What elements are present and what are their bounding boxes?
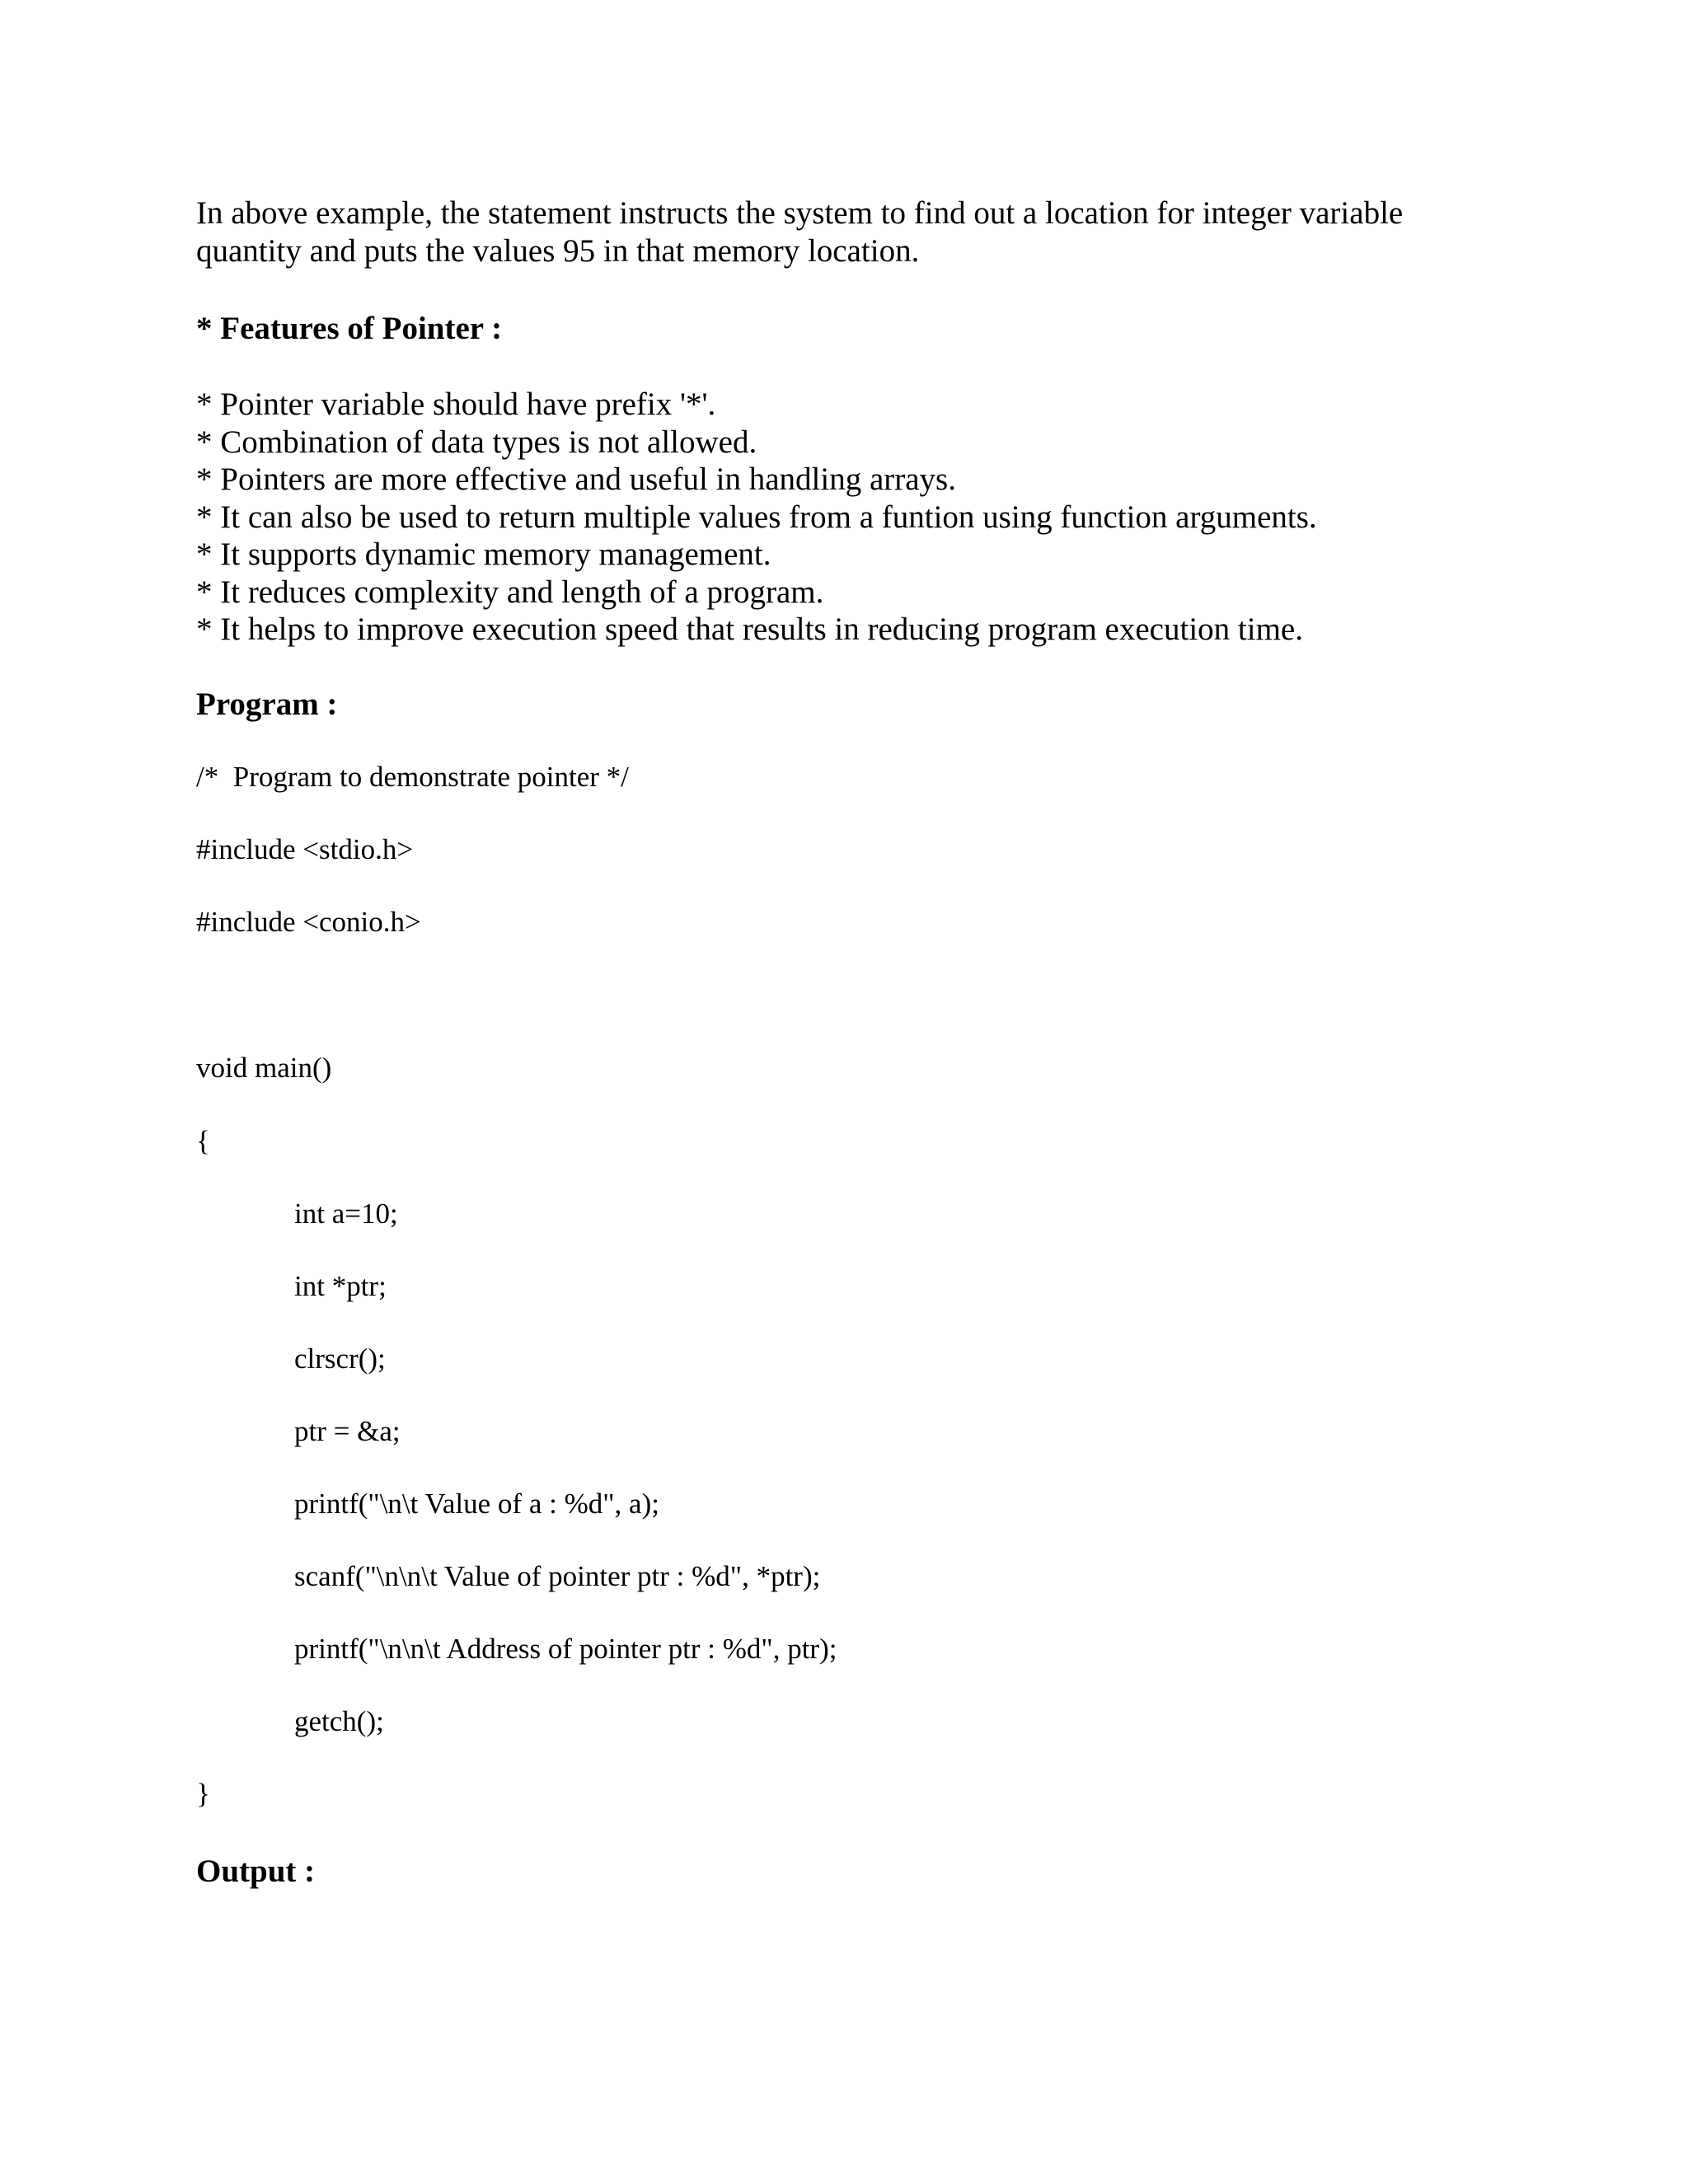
code-statement-line: printf("\n\t Value of a : %d", a);	[294, 1488, 659, 1520]
code-include-line: #include <stdio.h>	[196, 833, 414, 865]
features-heading: * Features of Pointer :	[196, 311, 503, 346]
feature-item: * Pointers are more effective and useful in handling arrays.	[196, 462, 956, 497]
code-main-signature: void main()	[196, 1052, 332, 1084]
code-statement-line: clrscr();	[294, 1343, 386, 1375]
program-heading: Program :	[196, 687, 338, 722]
code-close-brace: }	[196, 1778, 210, 1810]
code-statement-line: printf("\n\n\t Address of pointer ptr : %d", ptr);	[294, 1633, 837, 1665]
feature-item: * Combination of data types is not allowed.	[196, 424, 757, 460]
feature-item: * It reduces complexity and length of a program.	[196, 574, 824, 610]
code-statement-line: getch();	[294, 1705, 384, 1737]
code-comment-line: /* Program to demonstrate pointer */	[196, 761, 629, 793]
code-statement-line: int *ptr;	[294, 1270, 387, 1302]
intro-line-1: In above example, the statement instructs the system to find out a location for integer variable	[196, 195, 1404, 231]
features-list	[196, 386, 1317, 649]
code-include-line: #include <conio.h>	[196, 906, 421, 938]
feature-item: * It can also be used to return multiple values from a funtion using function arguments.	[196, 499, 1317, 535]
code-open-brace: {	[196, 1125, 210, 1157]
feature-item: * It supports dynamic memory management.	[196, 537, 771, 572]
code-statement-line: ptr = &a;	[294, 1415, 401, 1447]
output-heading: Output :	[196, 1854, 316, 1889]
feature-item: * Pointer variable should have prefix '*'.	[196, 387, 716, 422]
intro-line-2: quantity and puts the values 95 in that memory location.	[196, 233, 920, 269]
feature-item: * It helps to improve execution speed that results in reducing program execution time.	[196, 612, 1303, 647]
code-statement-line: scanf("\n\n\t Value of pointer ptr : %d", *ptr);	[294, 1560, 821, 1592]
code-statement-line: int a=10;	[294, 1197, 398, 1230]
intro-paragraph	[196, 194, 1515, 270]
